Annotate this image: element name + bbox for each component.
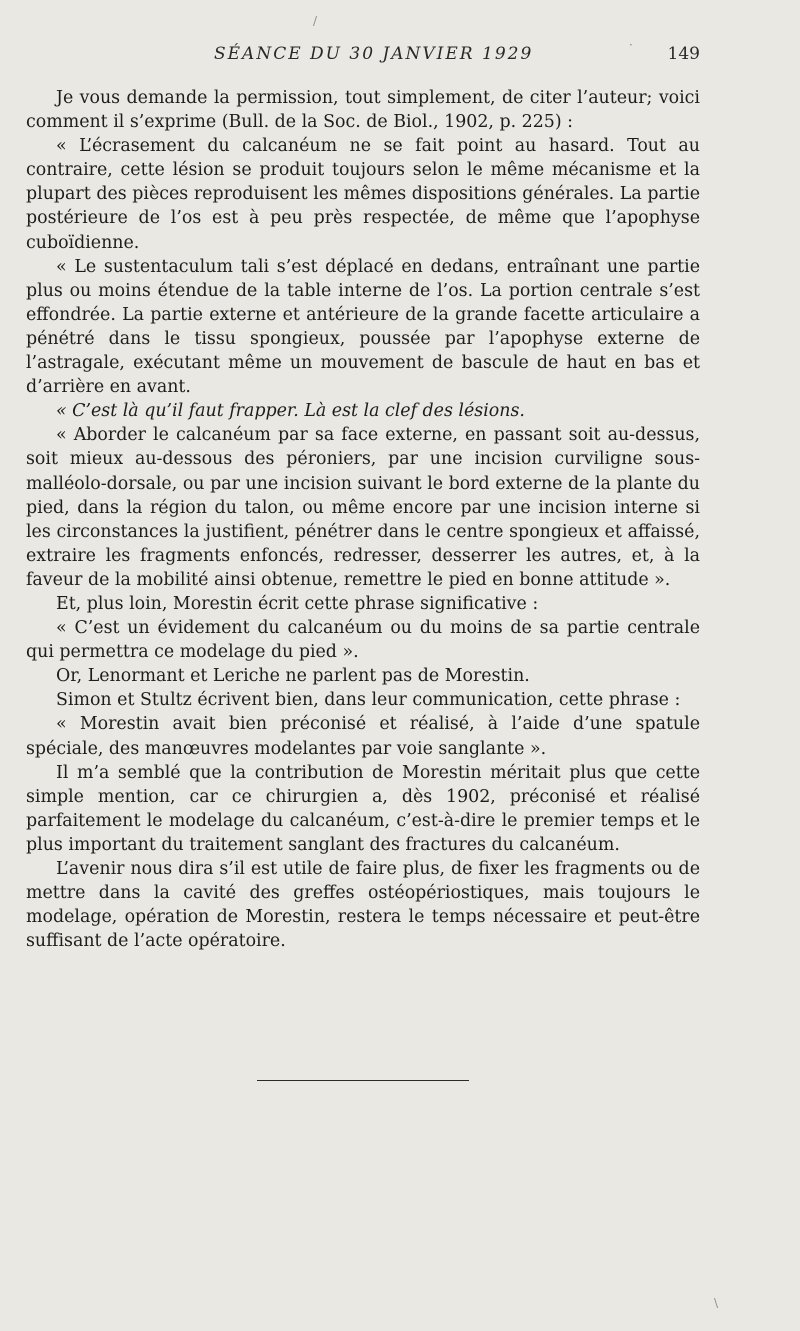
- paragraph: L’avenir nous dira s’il est utile de faire plus, de fixer les fragments ou de mettre dans la cavité des greffes ostéopériostiques, mais toujours le modelage, opération de Morestin, restera le temps nécessaire et peut-être suffisant de l’acte opératoire.: [26, 859, 700, 952]
- print-speck: ·: [629, 38, 633, 52]
- print-speck: \: [714, 1296, 719, 1310]
- page-header: [214, 44, 700, 70]
- paragraph: Simon et Stultz écrivent bien, dans leur communication, cette phrase :: [56, 690, 681, 711]
- paragraph: « Aborder le calcanéum par sa face externe, en passant soit au-dessus, soit mieux au-dessous des péroniers, par une incision curviligne sous-malléolo-dorsale, ou par une incision suivant le bord externe de la plante du pied, dans la région du talon, ou même encore par une incision interne si les circonstances la justifient, pénétrer dans le centre spongieux et affaissé, extraire les fragments enfoncés, redresser, desserrer les autres, et, à la faveur de la mobilité ainsi obtenue, remettre le pied en bonne attitude ».: [26, 425, 700, 590]
- paragraph: « L’écrasement du calcanéum ne se fait point au hasard. Tout au contraire, cette lésion se produit toujours selon le même mécanisme et la plupart des pièces reproduisent les mêmes dispositions générales. La partie postérieure de l’os est à peu près respectée, de même que l’apophyse cuboïdienne.: [26, 136, 700, 253]
- paragraph: « Le sustentaculum tali s’est déplacé en dedans, entraînant une partie plus ou moins étendue de la table interne de l’os. La portion centrale s’est effondrée. La partie externe et antérieure de la grande facette articulaire a pénétré dans le tissu spongieux, poussée par l’apophyse externe de l’astragale, exécutant même un mouvement de bascule de haut en bas et d’arrière en avant.: [26, 256, 700, 398]
- running-title: SÉANCE DU 30 JANVIER 1929: [214, 44, 534, 64]
- print-speck: /: [313, 14, 318, 28]
- paragraph-italic-quote: [26, 399, 700, 423]
- paragraph: Et, plus loin, Morestin écrit cette phrase significative :: [56, 593, 539, 614]
- paragraph: « Morestin avait bien préconisé et réalisé, à l’aide d’une spatule spéciale, des manœuvres modelantes par voie sanglante ».: [26, 714, 700, 759]
- paragraph: Or, Lenormant et Leriche ne parlent pas de Morestin.: [56, 666, 530, 687]
- italic-quote-text: « C’est là qu’il faut frapper. Là est la clef des lésions.: [56, 401, 525, 422]
- paragraph: Je vous demande la permission, tout simplement, de citer l’auteur; voici comment il s’exprime (Bull. de la Soc. de Biol., 1902, p. 225) :: [26, 88, 700, 133]
- body-text: [26, 86, 700, 953]
- paragraph: « C’est un évidement du calcanéum ou du moins de sa partie centrale qui permettra ce modelage du pied ».: [26, 618, 700, 663]
- paragraph: Il m’a semblé que la contribution de Morestin méritait plus que cette simple mention, car ce chirurgien a, dès 1902, préconisé et réalisé parfaitement le modelage du calcanéum, c’est-à-dire le premier temps et le plus important du traitement sanglant des fractures du calcanéum.: [26, 762, 700, 855]
- page-number: 149: [667, 44, 700, 64]
- end-rule: [257, 1080, 469, 1081]
